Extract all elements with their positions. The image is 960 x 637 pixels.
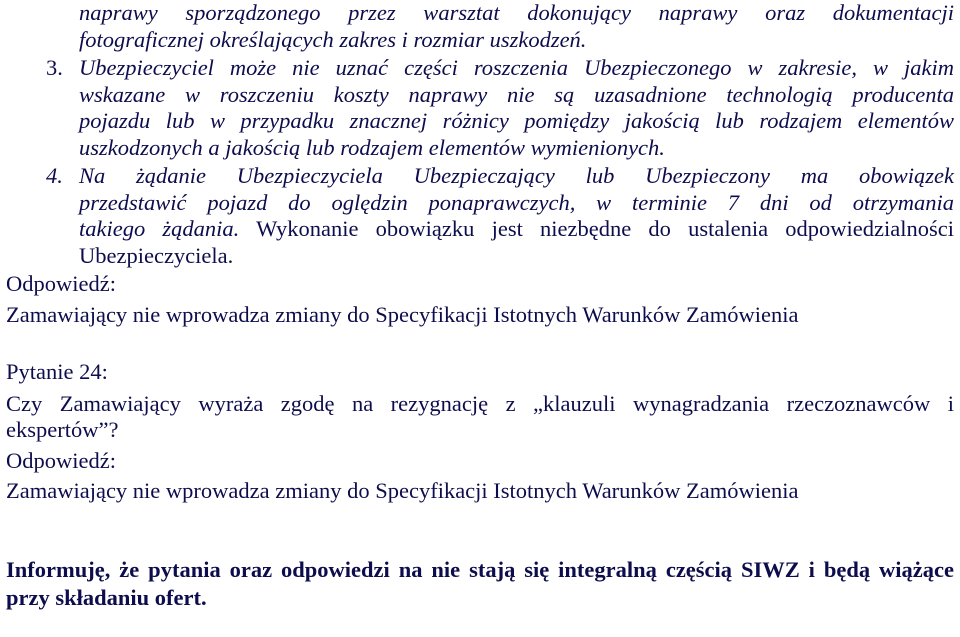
text-line: pojazdu lub w przypadku znacznej różnicy pomiędzy jakością lub rodzajem elementów	[79, 108, 954, 133]
text-span-italic: takiego żądania.	[79, 216, 240, 241]
list-item-4	[6, 163, 954, 269]
text-line: Informuję, że pytania oraz odpowiedzi na nie stają się integralną częścią SIWZ i będą wiążące	[6, 556, 954, 582]
text-line: przy składaniu ofert.	[6, 585, 207, 610]
text-line: naprawy sporządzonego przez warsztat dokonujący naprawy oraz dokumentacji	[79, 0, 954, 25]
text-line: przedstawić pojazd do oględzin ponaprawczych, w terminie 7 dni od otrzymania	[79, 189, 954, 215]
text-line: Czy Zamawiający wyraża zgodę na rezygnację z „klauzuli wynagradzania rzeczoznawców i	[6, 390, 954, 416]
text-line	[79, 216, 954, 243]
text-line: Ubezpieczyciela.	[79, 242, 234, 268]
answer-label: Odpowiedź:	[6, 271, 116, 296]
continuation-paragraph	[6, 0, 954, 53]
question-text	[6, 391, 954, 444]
closing-notice	[6, 557, 954, 612]
text-line: wskazane w roszczeniu koszty naprawy nie są uzasadnione technologią producenta	[79, 81, 954, 107]
list-number: 4.	[46, 163, 63, 188]
answer-text: Zamawiający nie wprowadza zmiany do Specyfikacji Istotnych Warunków Zamówienia	[6, 478, 799, 503]
text-line: uszkodzonych a jakością lub rodzajem elementów wymienionych.	[79, 134, 665, 160]
text-span-upright: Wykonanie obowiązku jest niezbędne do ustalenia odpowiedzialności	[239, 216, 955, 241]
text-line: ekspertów”?	[6, 417, 119, 442]
answer-label: Odpowiedź:	[6, 447, 116, 473]
list-item-3	[6, 55, 954, 161]
list-number: 3.	[46, 55, 63, 80]
question-label: Pytanie 24:	[6, 359, 108, 384]
text-line: fotograficznej określających zakres i rozmiar uszkodzeń.	[79, 26, 587, 52]
answer-text: Zamawiający nie wprowadza zmiany do Specyfikacji Istotnych Warunków Zamówienia	[6, 301, 799, 327]
text-line: Ubezpieczyciel może nie uznać części roszczenia Ubezpieczonego w zakresie, w jakim	[79, 55, 954, 80]
text-line: Na żądanie Ubezpieczyciela Ubezpieczający lub Ubezpieczony ma obowiązek	[79, 163, 954, 188]
